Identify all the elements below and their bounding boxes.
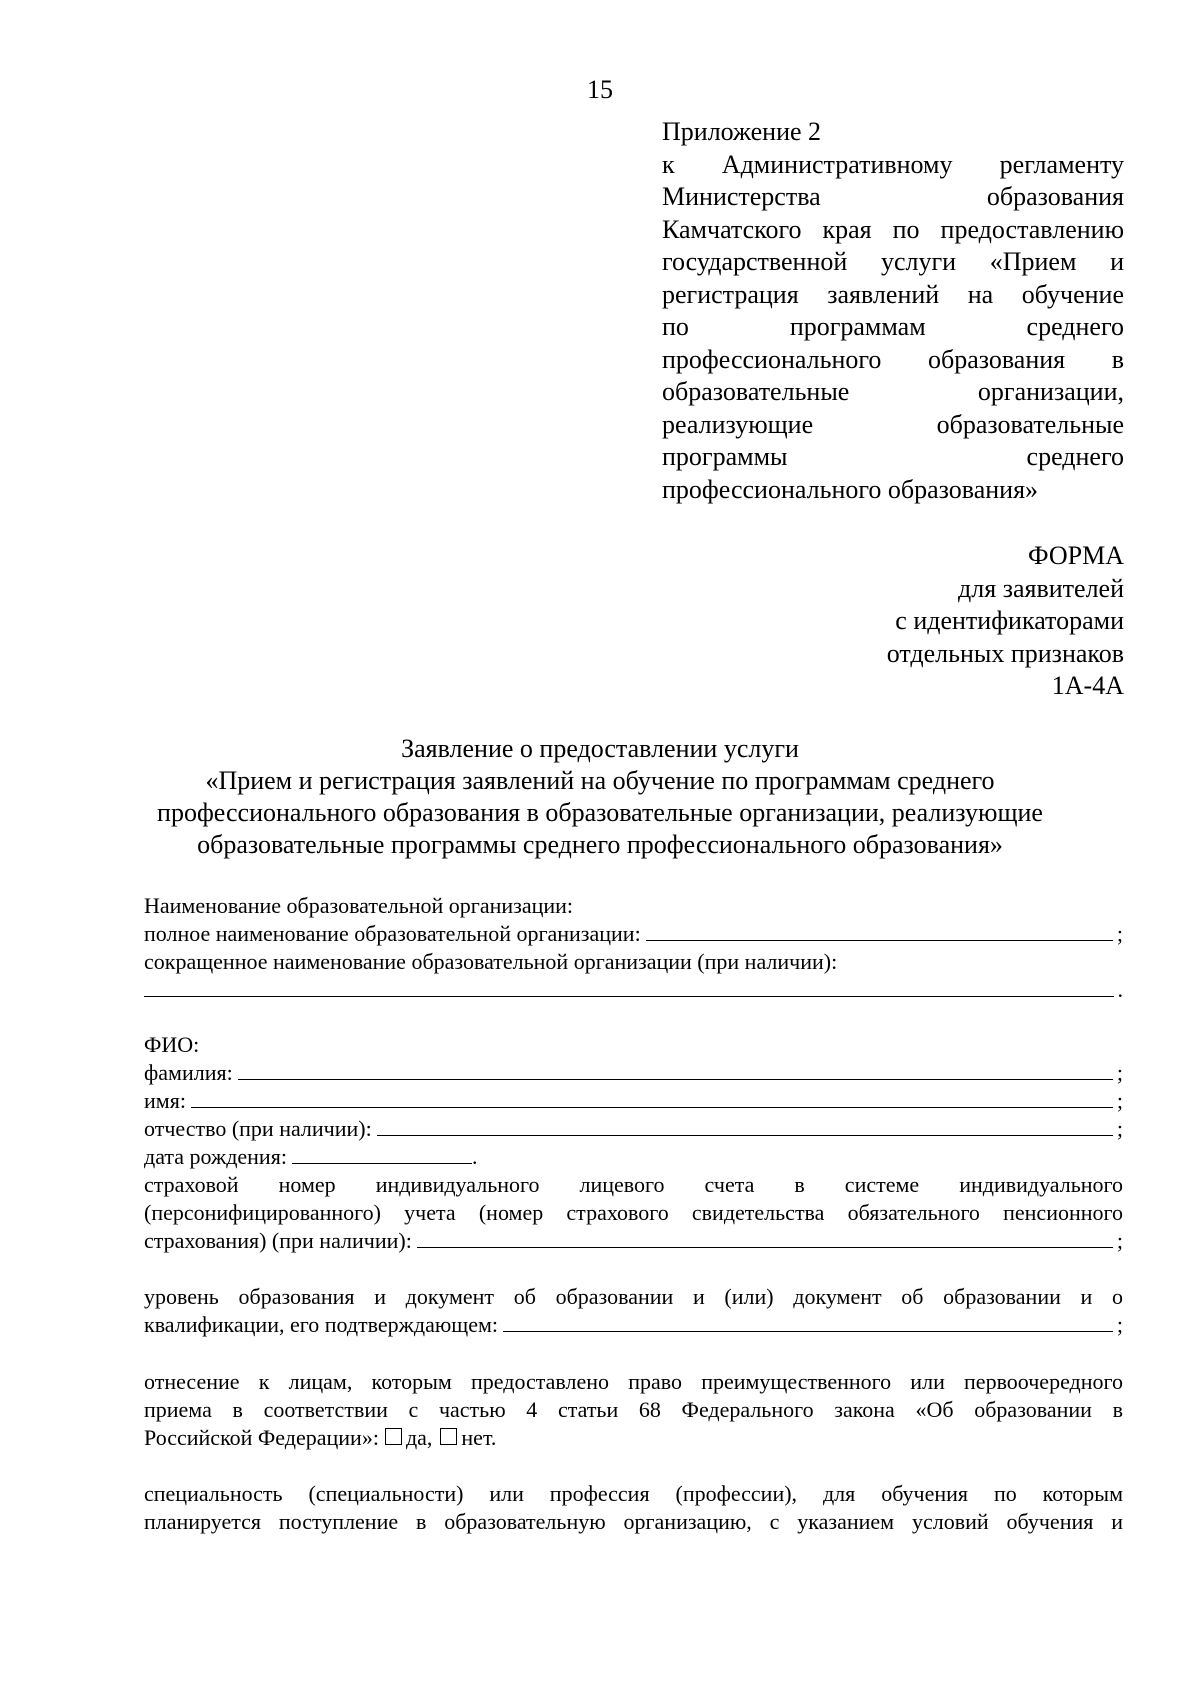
surname-row <box>144 1059 1123 1087</box>
form-code: 1А-4А <box>1051 671 1124 700</box>
yes-checkbox[interactable] <box>385 1428 402 1445</box>
priority-line-3: Российской Федерации»: <box>144 1425 379 1450</box>
appendix-line: Министерства образования <box>662 182 1124 211</box>
appendix-line: по программам среднего <box>662 312 1124 341</box>
statement-title-line: образовательные программы среднего профессионального образования» <box>197 830 1003 859</box>
form-applicants: для заявителей <box>958 573 1124 603</box>
education-label: квалификации, его подтверждающем: <box>144 1312 499 1337</box>
patronymic-field[interactable] <box>377 1115 1113 1136</box>
snils-line-1: страховой номер индивидуального лицевого счета в системе индивидуального <box>144 1172 1123 1197</box>
priority-section <box>144 1368 1123 1452</box>
surname-label: фамилия: <box>144 1060 233 1085</box>
patronymic-row <box>144 1115 1123 1143</box>
form-label: ФОРМА <box>1028 541 1124 570</box>
birth-date-label: дата рождения: <box>144 1144 287 1169</box>
semicolon: ; <box>1116 1060 1123 1085</box>
priority-line-2: приема в соответствии с частью 4 статьи 68 Федерального закона «Об образовании в <box>144 1397 1123 1422</box>
appendix-block <box>662 116 1124 506</box>
org-full-name-row <box>144 920 1123 948</box>
fio-heading: ФИО: <box>144 1032 200 1057</box>
statement-title <box>100 733 1100 861</box>
education-section <box>144 1283 1123 1339</box>
specialty-line-1: специальность (специальности) или профессия (профессии), для обучения по которым <box>144 1481 1123 1506</box>
fio-section <box>144 1031 1123 1255</box>
surname-field[interactable] <box>238 1059 1113 1080</box>
semicolon: ; <box>1116 1116 1123 1141</box>
semicolon: ; <box>1116 921 1123 946</box>
appendix-line: профессионального образования в <box>662 344 1124 374</box>
patronymic-label: отчество (при наличии): <box>144 1116 372 1141</box>
snils-line-2: (персонифицированного) учета (номер страхового свидетельства обязательного пенсионного <box>144 1200 1123 1225</box>
org-short-name-row <box>144 976 1123 1004</box>
org-heading: Наименование образовательной организации: <box>144 893 574 918</box>
priority-choice-row <box>144 1424 1123 1452</box>
form-features: отдельных признаков <box>886 638 1124 668</box>
appendix-line: к Административному регламенту <box>662 149 1124 179</box>
specialty-line-2: планируется поступление в образовательную организацию, с указанием условий обучения и <box>144 1509 1123 1534</box>
snils-field[interactable] <box>417 1227 1113 1248</box>
education-row <box>144 1311 1123 1339</box>
form-header <box>887 540 1124 703</box>
snils-row <box>144 1227 1123 1255</box>
appendix-line: государственной услуги «Прием и <box>662 247 1124 276</box>
org-full-name-field[interactable] <box>646 920 1113 941</box>
name-row <box>144 1087 1123 1115</box>
appendix-line: реализующие образовательные <box>662 409 1124 439</box>
birth-date-field[interactable] <box>292 1143 472 1164</box>
statement-title-line: профессионального образования в образовательные организации, реализующие <box>157 798 1043 827</box>
statement-title-line: Заявление о предоставлении услуги <box>401 734 799 763</box>
period: . <box>471 1144 478 1169</box>
specialty-section <box>144 1480 1123 1536</box>
yes-label: да, <box>405 1425 433 1450</box>
statement-title-line: «Прием и регистрация заявлений на обучение по программам среднего <box>205 766 995 795</box>
priority-line-1: отнесение к лицам, которым предоставлено право преимущественного или первоочередного <box>144 1369 1123 1394</box>
appendix-line: регистрация заявлений на обучение <box>662 279 1124 309</box>
snils-label: страхования) (при наличии): <box>144 1228 412 1253</box>
name-label: имя: <box>144 1088 186 1113</box>
appendix-line: образовательные организации, <box>662 377 1124 406</box>
appendix-line: профессионального образования» <box>662 474 1039 504</box>
semicolon: ; <box>1116 1312 1123 1337</box>
period: . <box>1117 977 1123 1002</box>
org-short-name-label: сокращенное наименование образовательной организации (при наличии): <box>144 949 838 974</box>
form-identifiers: с идентификаторами <box>895 606 1124 635</box>
education-line-1: уровень образования и документ об образовании и (или) документ об образовании и о <box>144 1284 1123 1309</box>
page-number: 15 <box>587 75 613 104</box>
appendix-title: Приложение 2 <box>662 117 822 146</box>
semicolon: ; <box>1116 1088 1123 1113</box>
education-field[interactable] <box>503 1311 1113 1332</box>
no-label: нет. <box>461 1425 497 1450</box>
org-short-name-field[interactable] <box>144 976 1114 997</box>
birth-date-row <box>144 1143 1123 1171</box>
org-full-name-label: полное наименование образовательной организации: <box>144 921 641 946</box>
appendix-line: программы среднего <box>662 442 1124 471</box>
appendix-line: Камчатского края по предоставлению <box>662 214 1124 244</box>
semicolon: ; <box>1116 1228 1123 1253</box>
name-field[interactable] <box>191 1087 1113 1108</box>
no-checkbox[interactable] <box>440 1428 457 1445</box>
org-section <box>144 892 1123 1004</box>
